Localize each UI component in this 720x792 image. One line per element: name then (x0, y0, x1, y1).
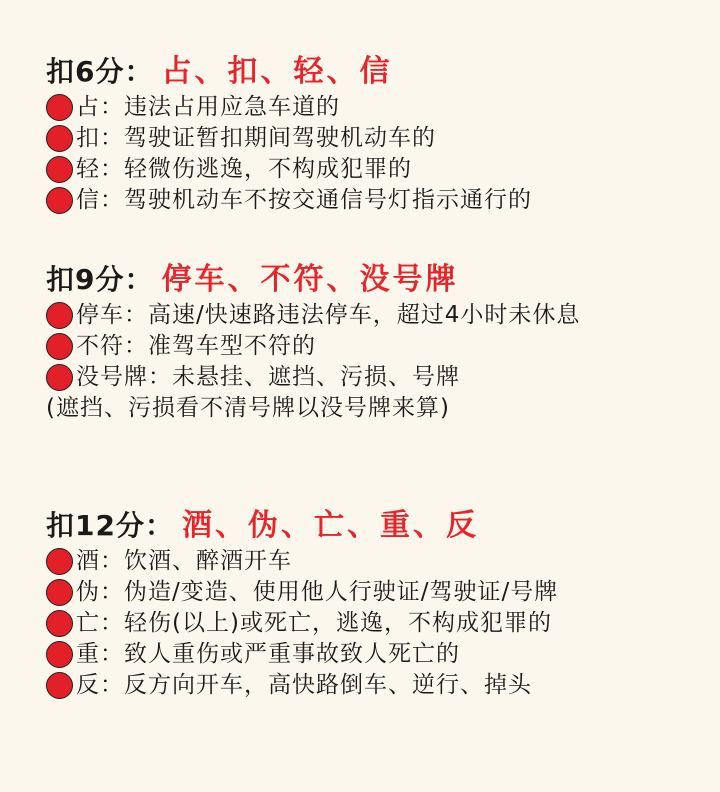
item-text: 轻：轻微伤逃逸，不构成犯罪的 (76, 156, 412, 182)
red-dot-icon (46, 125, 73, 152)
section-prefix: 扣9分： (46, 263, 154, 296)
list-item (46, 331, 706, 362)
item-text: 没号牌：未悬挂、遮挡、污损、号牌 (76, 364, 460, 390)
section-keywords: 占、扣、轻、信 (161, 54, 393, 89)
red-dot-icon (46, 610, 73, 637)
red-dot-icon (46, 94, 73, 121)
item-text: 酒：饮酒、醉酒开车 (76, 548, 292, 574)
red-dot-icon (46, 364, 73, 391)
item-text: 不符：准驾车型不符的 (76, 333, 316, 359)
red-dot-icon (46, 156, 73, 183)
section-9-points (46, 254, 706, 424)
list-item (46, 670, 706, 701)
list-item (46, 123, 706, 154)
section-heading (46, 500, 706, 544)
red-dot-icon (46, 302, 73, 329)
red-dot-icon (46, 579, 73, 606)
section-note: (遮挡、污损看不清号牌以没号牌来算) (46, 395, 450, 421)
red-dot-icon (46, 548, 73, 575)
item-text: 信：驾驶机动车不按交通信号灯指示通行的 (76, 187, 532, 213)
section-heading (46, 46, 706, 90)
red-dot-icon (46, 187, 73, 214)
item-text: 伪：伪造/变造、使用他人行驶证/驾驶证/号牌 (76, 579, 559, 605)
red-dot-icon (46, 333, 73, 360)
section-prefix: 扣6分： (46, 55, 154, 88)
section-prefix: 扣12分： (46, 509, 174, 542)
section-keywords: 酒、伪、亡、重、反 (181, 508, 479, 543)
list-item (46, 185, 706, 216)
item-text: 反：反方向开车，高快路倒车、逆行、掉头 (76, 672, 532, 698)
list-item (46, 92, 706, 123)
item-text: 停车：高速/快速路违法停车，超过4小时未休息 (76, 302, 581, 328)
item-text: 亡：轻伤(以上)或死亡，逃逸，不构成犯罪的 (76, 610, 552, 636)
item-text: 重：致人重伤或严重事故致人死亡的 (76, 641, 460, 667)
section-12-points (46, 500, 706, 701)
list-item (46, 608, 706, 639)
list-item (46, 362, 706, 393)
red-dot-icon (46, 672, 73, 699)
item-text: 占：违法占用应急车道的 (76, 94, 340, 120)
list-item (46, 154, 706, 185)
section-heading (46, 254, 706, 298)
list-item (46, 577, 706, 608)
list-item (46, 300, 706, 331)
section-keywords: 停车、不符、没号牌 (161, 262, 459, 297)
list-item (46, 639, 706, 670)
item-text: 扣：驾驶证暂扣期间驾驶机动车的 (76, 125, 436, 151)
red-dot-icon (46, 641, 73, 668)
list-item (46, 546, 706, 577)
section-6-points (46, 46, 706, 216)
